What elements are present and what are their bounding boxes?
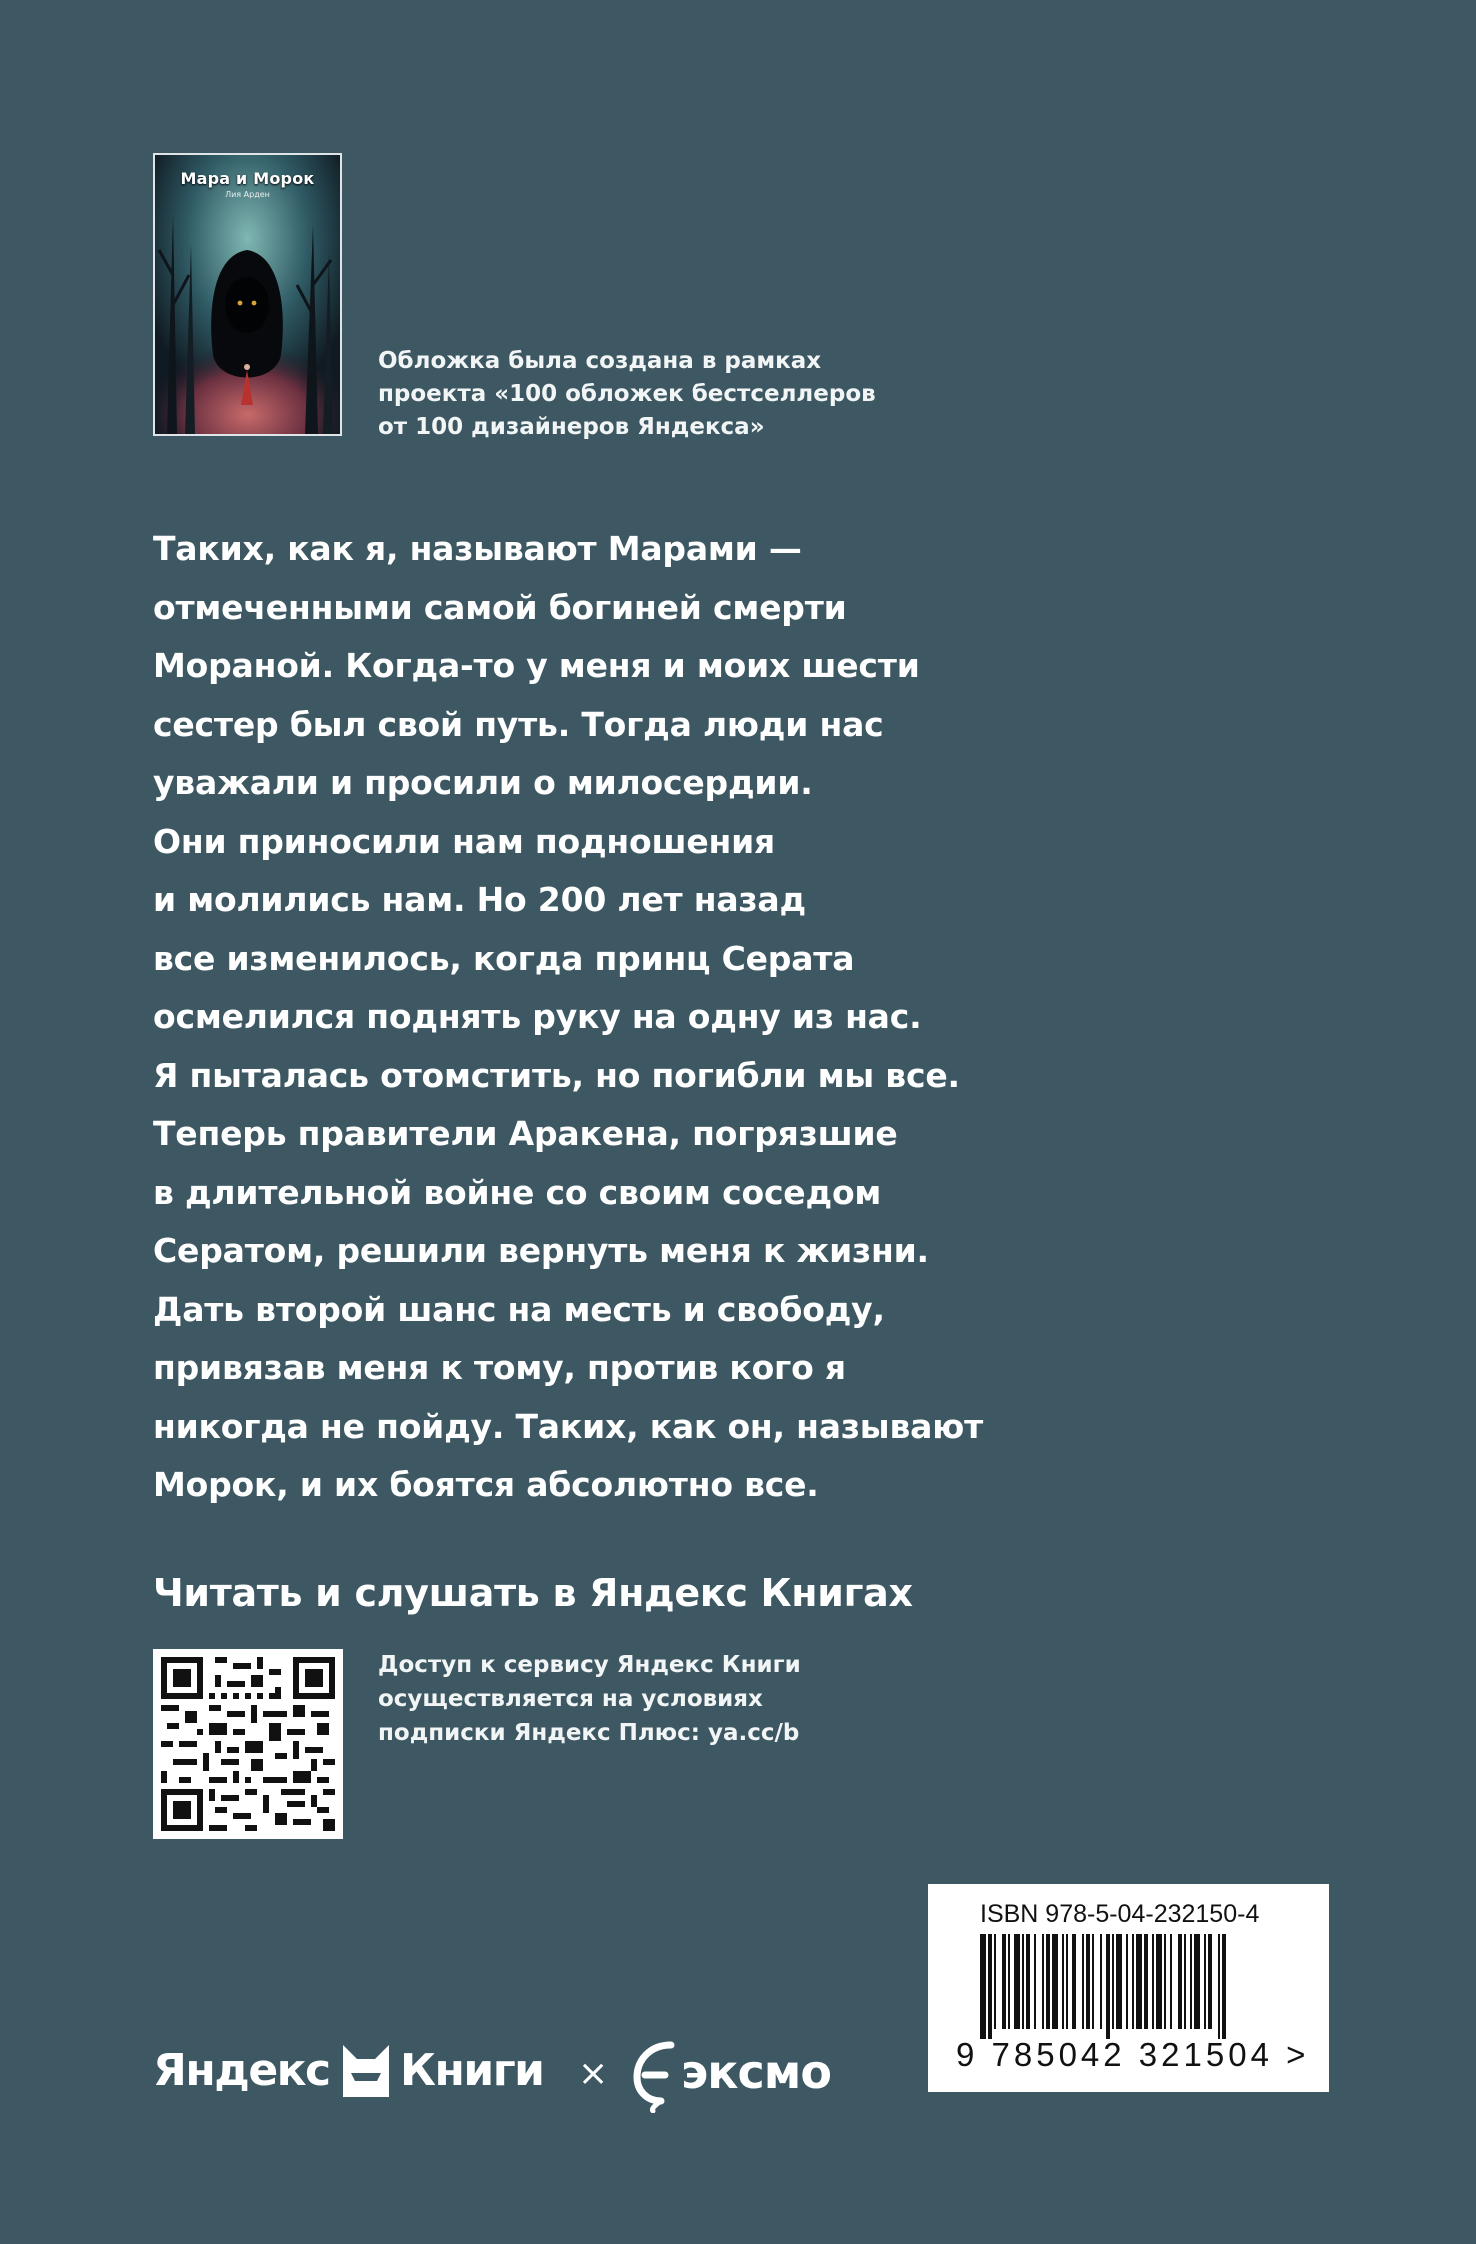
barcode-bar (1086, 1934, 1090, 2029)
yandex-books-cat-icon (341, 2043, 391, 2103)
barcode-bar (1208, 1934, 1212, 2029)
annotation-line: Они приносили нам подношения (153, 821, 776, 861)
annotation-line: привязав меня к тому, против кого я (153, 1348, 846, 1387)
annotation-line: и молились нам. Но 200 лет назад (153, 880, 806, 919)
barcode-bar (1152, 1934, 1154, 2029)
barcode-bar (1126, 1934, 1128, 2029)
barcode-bar (1144, 1934, 1148, 2029)
barcode-bar (1194, 1934, 1200, 2029)
barcode-bar (1170, 1934, 1172, 2029)
cover-note-line: проекта «100 обложек бестселлеров (378, 381, 876, 407)
publisher-logos (153, 2035, 873, 2115)
annotation-line: в длительной войне со своим соседом (153, 1172, 882, 1212)
barcode-bar (1082, 1934, 1084, 2029)
qr-code[interactable] (153, 1649, 343, 1839)
access-note-line: Доступ к сервису Яндекс Книги (378, 1652, 801, 1678)
barcode-bar (1072, 1934, 1076, 2029)
cover-credit-note (378, 345, 898, 444)
cover-note-line: Обложка была создана в рамках (378, 348, 822, 374)
collaboration-times-sign: × (578, 2053, 609, 2094)
barcode-bar (1052, 1934, 1058, 2029)
barcode-bar (1184, 1934, 1186, 2029)
barcode-bar (1022, 1934, 1024, 2029)
barcode-bar (1218, 1934, 1220, 2039)
barcode-bar (1008, 1934, 1010, 2029)
cover-note-line: от 100 дизайнеров Яндекса» (378, 414, 765, 440)
barcode-bar (1106, 1934, 1110, 2039)
annotation-line: Мораной. Когда-то у меня и моих шести (153, 646, 920, 685)
annotation-line: все изменилось, когда принц Серата (153, 938, 855, 978)
annotation-line: уважали и просили о милосердии. (153, 763, 813, 802)
annotation-line: Таких, как я, называют Марами — (153, 529, 802, 568)
barcode-bar (1156, 1934, 1162, 2029)
barcode-bar (1066, 1934, 1068, 2029)
cover-thumbnail-title: Мара и Морок (180, 169, 315, 188)
read-heading: Читать и слушать в Яндекс Книгах (153, 1571, 913, 1615)
barcode-bar (1164, 1934, 1166, 2029)
annotation-line: отмеченными самой богиней смерти (153, 587, 847, 627)
barcode-bar (988, 1934, 992, 2039)
annotation-line: сестер был свой путь. Тогда люди нас (153, 704, 884, 744)
annotation-line: Дать второй шанс на месть и свободу, (153, 1289, 885, 1329)
book-annotation (153, 520, 983, 1515)
barcode-bar (1062, 1934, 1064, 2029)
barcode-bar (1100, 1934, 1102, 2029)
barcode-bar (1014, 1934, 1020, 2029)
barcode-bar (1178, 1934, 1182, 2029)
annotation-line: Морок, и их боятся абсолютно все. (153, 1465, 819, 1504)
barcode-bar (1222, 1934, 1226, 2039)
annotation-line: Я пыталась отомстить, но погибли мы все. (153, 1055, 960, 1095)
barcode-bar (1204, 1934, 1206, 2029)
barcode-bar (1136, 1934, 1142, 2029)
barcode-bar (980, 1934, 986, 2039)
qr-code-image (161, 1657, 335, 1831)
access-note-line: подписки Яндекс Плюс: ya.cc/b (378, 1720, 800, 1746)
barcode-bar (1002, 1934, 1006, 2029)
eksmo-wordmark: эксмо (681, 2045, 831, 2099)
isbn-number: ISBN 978-5-04-232150-4 (980, 1900, 1260, 1928)
barcode-bar (994, 1934, 996, 2029)
cover-thumbnail (153, 153, 342, 436)
eksmo-logo-icon (631, 2039, 677, 2117)
barcode-bar (1132, 1934, 1134, 2029)
knigi-wordmark: Книги (400, 2045, 544, 2096)
barcode-bar (1092, 1934, 1094, 2029)
annotation-line: осмелился поднять руку на одну из нас. (153, 997, 922, 1036)
barcode-bar (1112, 1934, 1114, 2029)
barcode-bar (1042, 1934, 1044, 2029)
isbn-barcode (928, 1884, 1329, 2092)
barcode-bars (980, 1934, 1280, 2039)
barcode-bar (1046, 1934, 1050, 2029)
annotation-line: Сератом, решили вернуть меня к жизни. (153, 1231, 929, 1270)
annotation-line: никогда не пойду. Таких, как он, называют (153, 1406, 983, 1446)
cover-thumbnail-author: Лия Арден (225, 190, 270, 199)
annotation-line: Теперь правители Аракена, погрязшие (153, 1114, 898, 1153)
barcode-bar (1190, 1934, 1192, 2029)
subscription-note (378, 1648, 838, 1750)
yandex-wordmark: Яндекс (153, 2045, 330, 2096)
barcode-bar (1034, 1934, 1036, 2029)
access-note-line: осуществляется на условиях (378, 1686, 763, 1712)
barcode-bar (1026, 1934, 1030, 2029)
barcode-bar (1116, 1934, 1122, 2029)
barcode-digits: 9 785042 321504 > (956, 2036, 1310, 2073)
